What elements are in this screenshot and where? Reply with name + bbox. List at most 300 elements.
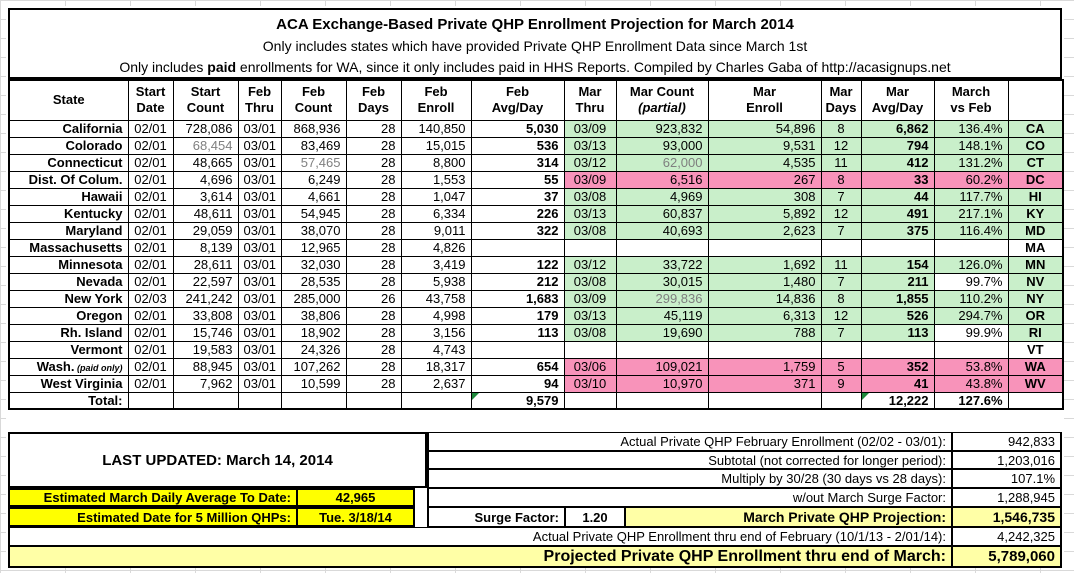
state-row — [9, 290, 1063, 307]
column-header-march-vs-feb: March vs Feb — [934, 80, 1008, 120]
cell-feb-thru: 03/01 — [238, 324, 281, 341]
summary-value-wout-surge: 1,288,945 — [952, 488, 1062, 507]
cell-mar-days: 12 — [821, 307, 861, 324]
cell-mar-days: 7 — [821, 222, 861, 239]
cell-march-vs-feb: 99.7% — [934, 273, 1008, 290]
cell-start-count: 728,086 — [173, 120, 238, 137]
cell-start-date: 02/03 — [128, 290, 173, 307]
cell-state: Massachusetts — [9, 239, 128, 256]
cell-mar-avg-day: 33 — [861, 171, 934, 188]
cell-feb-count: 28,535 — [281, 273, 346, 290]
cell-feb-count: 24,326 — [281, 341, 346, 358]
cell-mar-thru: 03/13 — [564, 137, 616, 154]
cell-feb-enroll: 15,015 — [401, 137, 471, 154]
last-updated-box: LAST UPDATED: March 14, 2014 — [8, 432, 427, 488]
cell-start-count: 48,665 — [173, 154, 238, 171]
page-title: ACA Exchange-Based Private QHP Enrollment Projection for March 2014 — [276, 16, 794, 33]
cell-start-date: 02/01 — [128, 239, 173, 256]
cell-mar-enroll: 14,836 — [708, 290, 821, 307]
cell-march-vs-feb: 126.0% — [934, 256, 1008, 273]
cell-abbr: MA — [1008, 239, 1063, 256]
cell-feb-enroll: 1,047 — [401, 188, 471, 205]
cell-start-date: 02/01 — [128, 222, 173, 239]
cell-mar-count: 4,969 — [616, 188, 708, 205]
cell-abbr: NY — [1008, 290, 1063, 307]
cell-mar-days — [821, 341, 861, 358]
cell-mar-enroll: 2,623 — [708, 222, 821, 239]
cell-mar-thru — [564, 341, 616, 358]
cell-mar-days: 12 — [821, 205, 861, 222]
cell-mar-count: 30,015 — [616, 273, 708, 290]
cell-state: Dist. Of Colum. — [9, 171, 128, 188]
cell-mar-enroll: 4,535 — [708, 154, 821, 171]
cell-mar-enroll: 5,892 — [708, 205, 821, 222]
column-header-feb-avg-day: Feb Avg/Day — [471, 80, 564, 120]
cell-mar-avg-day: 113 — [861, 324, 934, 341]
cell-march-vs-feb: 99.9% — [934, 324, 1008, 341]
cell-feb-avg-day: 322 — [471, 222, 564, 239]
cell-mar-days: 8 — [821, 290, 861, 307]
cell-start-date: 02/01 — [128, 171, 173, 188]
column-header-mar-days: Mar Days — [821, 80, 861, 120]
march-projection-label: March Private QHP Projection: — [625, 507, 952, 527]
cell-mar-enroll: 371 — [708, 375, 821, 392]
cell-feb-avg-day: 1,683 — [471, 290, 564, 307]
cell-abbr: DC — [1008, 171, 1063, 188]
cell-mar-days: 11 — [821, 154, 861, 171]
cell-feb-thru: 03/01 — [238, 239, 281, 256]
cell-mar-avg-day: 6,862 — [861, 120, 934, 137]
cell-start-count: 4,696 — [173, 171, 238, 188]
cell-feb-enroll: 140,850 — [401, 120, 471, 137]
cell-start-date: 02/01 — [128, 358, 173, 375]
cell-feb-enroll: 4,743 — [401, 341, 471, 358]
cell-mar-enroll: 267 — [708, 171, 821, 188]
cell-mar-thru: 03/08 — [564, 324, 616, 341]
column-header-start-date: Start Date — [128, 80, 173, 120]
actual-thru-feb-value: 4,242,325 — [952, 527, 1062, 546]
cell-mar-count: 10,970 — [616, 375, 708, 392]
cell-state: Nevada — [9, 273, 128, 290]
cell-feb-count: 10,599 — [281, 375, 346, 392]
cell-feb-count: 54,945 — [281, 205, 346, 222]
cell-march-vs-feb — [934, 341, 1008, 358]
cell-feb-count: 57,465 — [281, 154, 346, 171]
cell-mar-days: 12 — [821, 137, 861, 154]
cell-mar-enroll — [708, 341, 821, 358]
cell-start-count: 3,614 — [173, 188, 238, 205]
column-header-mar-enroll: Mar Enroll — [708, 80, 821, 120]
est-daily-average-value: 42,965 — [296, 488, 415, 507]
cell-feb-enroll: 3,156 — [401, 324, 471, 341]
cell-march-vs-feb: 53.8% — [934, 358, 1008, 375]
cell-mar-count: 6,516 — [616, 171, 708, 188]
cell-mar-avg-day: 12,222 — [861, 392, 934, 409]
cell-mar-days: 8 — [821, 171, 861, 188]
cell-feb-avg-day: 113 — [471, 324, 564, 341]
cell-feb-count: 868,936 — [281, 120, 346, 137]
state-row — [9, 324, 1063, 341]
cell-feb-days: 28 — [346, 171, 401, 188]
cell-start-date: 02/01 — [128, 324, 173, 341]
cell-feb-avg-day: 122 — [471, 256, 564, 273]
cell-feb-avg-day: 5,030 — [471, 120, 564, 137]
cell-feb-thru: 03/01 — [238, 171, 281, 188]
subtitle-2: Only includes paid enrollments for WA, since it only includes paid in HHS Reports. Compiled by Charles Gaba of http://acasignups.net — [119, 59, 951, 75]
cell-march-vs-feb: 131.2% — [934, 154, 1008, 171]
cell-march-vs-feb: 148.1% — [934, 137, 1008, 154]
cell-state: California — [9, 120, 128, 137]
cell-start-date: 02/01 — [128, 256, 173, 273]
cell-mar-avg-day: 412 — [861, 154, 934, 171]
est-5m-date-label: Estimated Date for 5 Million QHPs: — [8, 507, 298, 527]
cell-mar-days: 7 — [821, 324, 861, 341]
cell-state: Wash. (paid only) — [9, 358, 128, 375]
cell-abbr: CA — [1008, 120, 1063, 137]
summary-label-wout-surge: w/out March Surge Factor: — [427, 488, 952, 507]
cell-march-vs-feb: 110.2% — [934, 290, 1008, 307]
cell-start-date — [128, 392, 173, 409]
cell-abbr: OR — [1008, 307, 1063, 324]
cell-feb-enroll: 43,758 — [401, 290, 471, 307]
cell-feb-thru: 03/01 — [238, 358, 281, 375]
cell-state: Maryland — [9, 222, 128, 239]
cell-feb-enroll: 5,938 — [401, 273, 471, 290]
cell-mar-enroll — [708, 239, 821, 256]
cell-mar-count — [616, 392, 708, 409]
cell-feb-enroll — [401, 392, 471, 409]
cell-mar-avg-day — [861, 239, 934, 256]
cell-state: Minnesota — [9, 256, 128, 273]
cell-mar-thru: 03/09 — [564, 171, 616, 188]
cell-start-count — [173, 392, 238, 409]
cell-feb-count: 38,806 — [281, 307, 346, 324]
march-projection-value: 1,546,735 — [952, 507, 1062, 527]
cell-feb-days: 28 — [346, 120, 401, 137]
cell-mar-thru: 03/06 — [564, 358, 616, 375]
cell-feb-thru: 03/01 — [238, 137, 281, 154]
cell-abbr: KY — [1008, 205, 1063, 222]
cell-mar-thru: 03/08 — [564, 222, 616, 239]
cell-mar-enroll — [708, 392, 821, 409]
cell-feb-thru: 03/01 — [238, 341, 281, 358]
cell-feb-count: 18,902 — [281, 324, 346, 341]
cell-state: Connecticut — [9, 154, 128, 171]
cell-mar-enroll: 54,896 — [708, 120, 821, 137]
cell-feb-days: 28 — [346, 273, 401, 290]
cell-mar-avg-day: 154 — [861, 256, 934, 273]
cell-start-date: 02/01 — [128, 307, 173, 324]
cell-mar-avg-day: 1,855 — [861, 290, 934, 307]
cell-start-count: 28,611 — [173, 256, 238, 273]
summary-value-subtotal: 1,203,016 — [952, 451, 1062, 469]
state-row — [9, 120, 1063, 137]
cell-mar-days: 8 — [821, 120, 861, 137]
cell-feb-thru: 03/01 — [238, 188, 281, 205]
state-row — [9, 341, 1063, 358]
cell-mar-days: 5 — [821, 358, 861, 375]
cell-mar-enroll: 1,480 — [708, 273, 821, 290]
cell-feb-thru: 03/01 — [238, 154, 281, 171]
est-daily-average-label: Estimated March Daily Average To Date: — [8, 488, 298, 507]
cell-feb-thru: 03/01 — [238, 307, 281, 324]
cell-mar-avg-day: 211 — [861, 273, 934, 290]
state-row — [9, 273, 1063, 290]
cell-mar-count: 33,722 — [616, 256, 708, 273]
cell-mar-thru: 03/13 — [564, 307, 616, 324]
cell-mar-days: 7 — [821, 273, 861, 290]
cell-state: Kentucky — [9, 205, 128, 222]
comment-triangle-icon — [472, 393, 479, 400]
cell-march-vs-feb — [934, 239, 1008, 256]
column-header-feb-thru: Feb Thru — [238, 80, 281, 120]
cell-start-count: 88,945 — [173, 358, 238, 375]
cell-mar-avg-day: 526 — [861, 307, 934, 324]
cell-feb-avg-day: 55 — [471, 171, 564, 188]
cell-feb-count: 107,262 — [281, 358, 346, 375]
cell-start-count: 8,139 — [173, 239, 238, 256]
cell-start-count: 7,962 — [173, 375, 238, 392]
cell-mar-count — [616, 341, 708, 358]
cell-feb-days: 28 — [346, 324, 401, 341]
cell-feb-enroll: 1,553 — [401, 171, 471, 188]
enrollment-table — [8, 79, 1064, 410]
cell-start-date: 02/01 — [128, 341, 173, 358]
cell-feb-enroll: 18,317 — [401, 358, 471, 375]
cell-state: West Virginia — [9, 375, 128, 392]
cell-abbr: NV — [1008, 273, 1063, 290]
cell-march-vs-feb: 294.7% — [934, 307, 1008, 324]
cell-abbr: HI — [1008, 188, 1063, 205]
column-header-feb-count: Feb Count — [281, 80, 346, 120]
projected-thru-march-label: Projected Private QHP Enrollment thru end of March: — [8, 546, 952, 568]
cell-start-count: 29,059 — [173, 222, 238, 239]
cell-mar-thru: 03/12 — [564, 154, 616, 171]
cell-feb-avg-day: 9,579 — [471, 392, 564, 409]
cell-abbr: WA — [1008, 358, 1063, 375]
cell-start-date: 02/01 — [128, 154, 173, 171]
cell-mar-thru: 03/12 — [564, 256, 616, 273]
cell-mar-thru: 03/09 — [564, 290, 616, 307]
cell-feb-days — [346, 392, 401, 409]
cell-start-date: 02/01 — [128, 273, 173, 290]
cell-abbr: CT — [1008, 154, 1063, 171]
cell-feb-avg-day: 536 — [471, 137, 564, 154]
cell-mar-count: 109,021 — [616, 358, 708, 375]
state-row — [9, 205, 1063, 222]
summary-value-feb-enrollment: 942,833 — [952, 432, 1062, 451]
cell-start-count: 48,611 — [173, 205, 238, 222]
cell-feb-days: 28 — [346, 239, 401, 256]
cell-feb-count: 4,661 — [281, 188, 346, 205]
cell-feb-thru: 03/01 — [238, 120, 281, 137]
cell-mar-avg-day: 352 — [861, 358, 934, 375]
column-header-start-count: Start Count — [173, 80, 238, 120]
cell-feb-count: 38,070 — [281, 222, 346, 239]
cell-feb-days: 28 — [346, 375, 401, 392]
cell-feb-days: 26 — [346, 290, 401, 307]
cell-start-date: 02/01 — [128, 375, 173, 392]
cell-march-vs-feb: 136.4% — [934, 120, 1008, 137]
cell-mar-avg-day: 44 — [861, 188, 934, 205]
cell-mar-count: 40,693 — [616, 222, 708, 239]
cell-feb-days: 28 — [346, 205, 401, 222]
cell-mar-thru — [564, 239, 616, 256]
state-row — [9, 171, 1063, 188]
cell-abbr: CO — [1008, 137, 1063, 154]
cell-march-vs-feb: 127.6% — [934, 392, 1008, 409]
cell-mar-enroll: 9,531 — [708, 137, 821, 154]
cell-feb-avg-day: 212 — [471, 273, 564, 290]
state-row — [9, 137, 1063, 154]
state-row — [9, 358, 1063, 375]
cell-mar-days — [821, 392, 861, 409]
cell-feb-avg-day: 94 — [471, 375, 564, 392]
est-5m-date-value: Tue. 3/18/14 — [296, 507, 415, 527]
cell-feb-thru: 03/01 — [238, 375, 281, 392]
cell-mar-enroll: 788 — [708, 324, 821, 341]
cell-start-count: 33,808 — [173, 307, 238, 324]
cell-state: Vermont — [9, 341, 128, 358]
cell-start-count: 22,597 — [173, 273, 238, 290]
column-header-feb-days: Feb Days — [346, 80, 401, 120]
column-header-mar-thru: Mar Thru — [564, 80, 616, 120]
summary-value-multiply: 107.1% — [952, 469, 1062, 488]
cell-feb-days: 28 — [346, 358, 401, 375]
cell-feb-enroll: 4,826 — [401, 239, 471, 256]
cell-mar-count: 19,690 — [616, 324, 708, 341]
cell-mar-count: 60,837 — [616, 205, 708, 222]
cell-feb-avg-day: 226 — [471, 205, 564, 222]
total-row — [9, 392, 1063, 409]
cell-mar-enroll: 1,692 — [708, 256, 821, 273]
cell-feb-enroll: 4,998 — [401, 307, 471, 324]
cell-feb-avg-day: 654 — [471, 358, 564, 375]
cell-mar-days: 9 — [821, 375, 861, 392]
column-header-feb-enroll: Feb Enroll — [401, 80, 471, 120]
cell-state: Total: — [9, 392, 128, 409]
surge-factor-label: Surge Factor: — [427, 507, 565, 527]
cell-state: Oregon — [9, 307, 128, 324]
cell-feb-enroll: 3,419 — [401, 256, 471, 273]
state-row — [9, 307, 1063, 324]
cell-mar-enroll: 308 — [708, 188, 821, 205]
cell-mar-days — [821, 239, 861, 256]
cell-feb-days: 28 — [346, 188, 401, 205]
cell-feb-thru — [238, 392, 281, 409]
cell-start-count: 68,454 — [173, 137, 238, 154]
projected-thru-march-value: 5,789,060 — [952, 546, 1062, 568]
cell-mar-count: 923,832 — [616, 120, 708, 137]
cell-march-vs-feb: 217.1% — [934, 205, 1008, 222]
cell-abbr — [1008, 392, 1063, 409]
cell-feb-enroll: 2,637 — [401, 375, 471, 392]
cell-feb-days: 28 — [346, 154, 401, 171]
subtitle-1: Only includes states which have provided Private QHP Enrollment Data since March 1st — [262, 38, 808, 54]
cell-march-vs-feb: 43.8% — [934, 375, 1008, 392]
cell-mar-thru: 03/08 — [564, 273, 616, 290]
cell-mar-thru: 03/13 — [564, 205, 616, 222]
summary-label-subtotal: Subtotal (not corrected for longer period): — [427, 451, 952, 469]
cell-state: Hawaii — [9, 188, 128, 205]
cell-start-count: 15,746 — [173, 324, 238, 341]
cell-feb-thru: 03/01 — [238, 290, 281, 307]
cell-feb-enroll: 6,334 — [401, 205, 471, 222]
cell-feb-thru: 03/01 — [238, 256, 281, 273]
cell-feb-avg-day — [471, 239, 564, 256]
cell-abbr: MN — [1008, 256, 1063, 273]
cell-mar-thru — [564, 392, 616, 409]
comment-triangle-icon — [862, 393, 869, 400]
column-header-abbr — [1008, 80, 1063, 120]
cell-abbr: RI — [1008, 324, 1063, 341]
state-row — [9, 256, 1063, 273]
state-row — [9, 375, 1063, 392]
cell-feb-count: 285,000 — [281, 290, 346, 307]
actual-thru-feb-label: Actual Private QHP Enrollment thru end of February (10/1/13 - 2/01/14): — [8, 527, 952, 546]
cell-feb-thru: 03/01 — [238, 222, 281, 239]
cell-feb-thru: 03/01 — [238, 273, 281, 290]
cell-feb-count: 12,965 — [281, 239, 346, 256]
title-block — [8, 8, 1062, 79]
cell-feb-count — [281, 392, 346, 409]
column-header-state: State — [9, 80, 128, 120]
column-header-mar-count: Mar Count (partial) — [616, 80, 708, 120]
cell-feb-count: 32,030 — [281, 256, 346, 273]
column-header-mar-avg-day: Mar Avg/Day — [861, 80, 934, 120]
cell-feb-avg-day: 37 — [471, 188, 564, 205]
state-row — [9, 222, 1063, 239]
cell-mar-thru: 03/10 — [564, 375, 616, 392]
cell-feb-count: 6,249 — [281, 171, 346, 188]
cell-mar-avg-day: 41 — [861, 375, 934, 392]
cell-mar-days: 7 — [821, 188, 861, 205]
cell-mar-avg-day: 375 — [861, 222, 934, 239]
cell-march-vs-feb: 116.4% — [934, 222, 1008, 239]
cell-mar-thru: 03/08 — [564, 188, 616, 205]
cell-march-vs-feb: 60.2% — [934, 171, 1008, 188]
cell-feb-avg-day: 314 — [471, 154, 564, 171]
cell-feb-thru: 03/01 — [238, 205, 281, 222]
summary-label-feb-enrollment: Actual Private QHP February Enrollment (02/02 - 03/01): — [427, 432, 952, 451]
cell-abbr: MD — [1008, 222, 1063, 239]
cell-feb-enroll: 8,800 — [401, 154, 471, 171]
cell-mar-avg-day: 491 — [861, 205, 934, 222]
cell-start-count: 19,583 — [173, 341, 238, 358]
cell-state: New York — [9, 290, 128, 307]
cell-feb-count: 83,469 — [281, 137, 346, 154]
surge-factor-value: 1.20 — [565, 507, 625, 527]
cell-feb-days: 28 — [346, 256, 401, 273]
cell-mar-avg-day: 794 — [861, 137, 934, 154]
cell-feb-days: 28 — [346, 307, 401, 324]
cell-mar-enroll: 1,759 — [708, 358, 821, 375]
cell-feb-avg-day: 179 — [471, 307, 564, 324]
cell-start-date: 02/01 — [128, 205, 173, 222]
cell-abbr: VT — [1008, 341, 1063, 358]
cell-start-date: 02/01 — [128, 137, 173, 154]
state-row — [9, 154, 1063, 171]
summary-label-multiply: Multiply by 30/28 (30 days vs 28 days): — [427, 469, 952, 488]
cell-abbr: WV — [1008, 375, 1063, 392]
cell-start-date: 02/01 — [128, 120, 173, 137]
header-row — [9, 80, 1063, 120]
cell-mar-count: 62,000 — [616, 154, 708, 171]
cell-mar-avg-day — [861, 341, 934, 358]
cell-mar-count: 93,000 — [616, 137, 708, 154]
cell-state: Colorado — [9, 137, 128, 154]
cell-feb-enroll: 9,011 — [401, 222, 471, 239]
